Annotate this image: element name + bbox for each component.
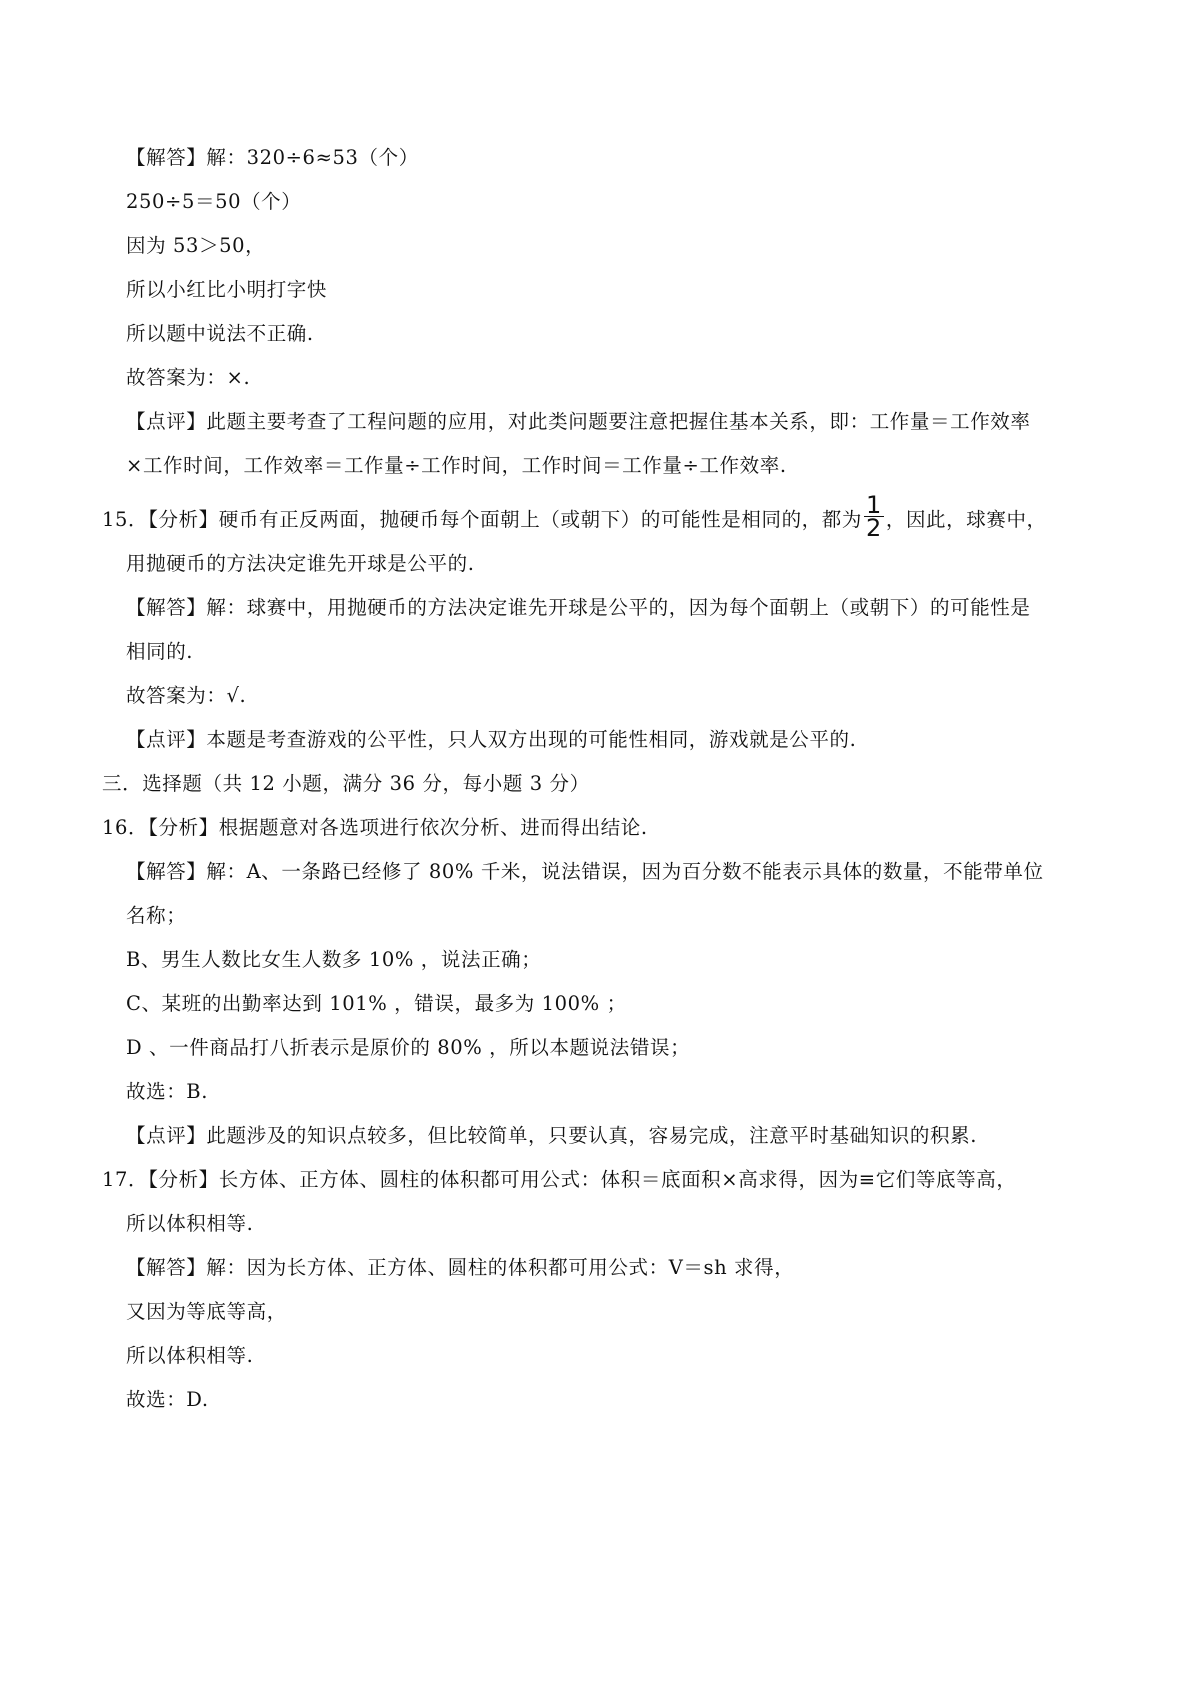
analysis-17-line-2: 所以体积相等. xyxy=(126,1212,254,1235)
answer-14-line-5: 所以题中说法不正确. xyxy=(126,322,314,345)
answer-14-line-2: 250÷5＝50（个） xyxy=(126,190,302,213)
answer-16-line-2: 名称； xyxy=(126,904,187,927)
answer-16-conclusion: 故选：B. xyxy=(126,1080,209,1103)
answer-15-conclusion: 故答案为：√. xyxy=(126,684,247,707)
answer-16-line-1: 【解答】解：A、一条路已经修了 80% 千米，说法错误，因为百分数不能表示具体的数量，不能带单位 xyxy=(126,860,1044,883)
answer-16-option-b: B、男生人数比女生人数多 10% ，说法正确； xyxy=(126,948,542,971)
answer-17-line-2: 又因为等底等高， xyxy=(126,1300,287,1323)
comment-15: 【点评】本题是考查游戏的公平性，只人双方出现的可能性相同，游戏就是公平的. xyxy=(126,728,857,751)
answer-14-line-4: 所以小红比小明打字快 xyxy=(126,278,328,301)
fraction-one-half xyxy=(864,491,884,542)
analysis-16: 16．【分析】根据题意对各选项进行依次分析、进而得出结论. xyxy=(102,816,648,839)
answer-14-line-3: 因为 53＞50， xyxy=(126,234,266,257)
answer-14-conclusion: 故答案为：×. xyxy=(126,366,251,389)
answer-14-line-1: 【解答】解：320÷6≈53（个） xyxy=(126,146,419,169)
answer-15-line-1: 【解答】解：球赛中，用抛硬币的方法决定谁先开球是公平的，因为每个面朝上（或朝下）的可能性是 xyxy=(126,596,1031,619)
analysis-15-line-2: 用抛硬币的方法决定谁先开球是公平的. xyxy=(126,552,475,575)
analysis-15-line-1 xyxy=(102,491,1047,543)
comment-14-line-1: 【点评】此题主要考查了工程问题的应用，对此类问题要注意把握住基本关系，即：工作量＝工作效率 xyxy=(126,410,1031,433)
analysis-15-text-b: ，因此，球赛中， xyxy=(885,508,1047,531)
comment-14-line-2: ×工作时间，工作效率＝工作量÷工作时间，工作时间＝工作量÷工作效率. xyxy=(126,454,787,477)
analysis-17-line-1: 17．【分析】长方体、正方体、圆柱的体积都可用公式：体积＝底面积×高求得，因为≡它们等底等高， xyxy=(102,1168,1017,1191)
fraction-numerator: 1 xyxy=(865,491,882,519)
comment-16: 【点评】此题涉及的知识点较多，但比较简单，只要认真，容易完成，注意平时基础知识的积累. xyxy=(126,1124,977,1147)
fraction-denominator: 2 xyxy=(865,514,882,542)
section-heading-choice-questions: 三．选择题（共 12 小题，满分 36 分，每小题 3 分） xyxy=(102,772,590,795)
analysis-15-text-a: 15．【分析】硬币有正反两面，抛硬币每个面朝上（或朝下）的可能性是相同的，都为 xyxy=(102,508,862,531)
answer-15-line-2: 相同的. xyxy=(126,640,194,663)
answer-17-conclusion: 故选：D. xyxy=(126,1388,209,1411)
answer-16-option-c: C、某班的出勤率达到 101% ，错误，最多为 100% ； xyxy=(126,992,627,1015)
answer-17-line-1: 【解答】解：因为长方体、正方体、圆柱的体积都可用公式：V＝sh 求得， xyxy=(126,1256,795,1279)
answer-17-line-3: 所以体积相等. xyxy=(126,1344,254,1367)
answer-16-option-d: D 、一件商品打八折表示是原价的 80% ，所以本题说法错误； xyxy=(126,1036,691,1059)
